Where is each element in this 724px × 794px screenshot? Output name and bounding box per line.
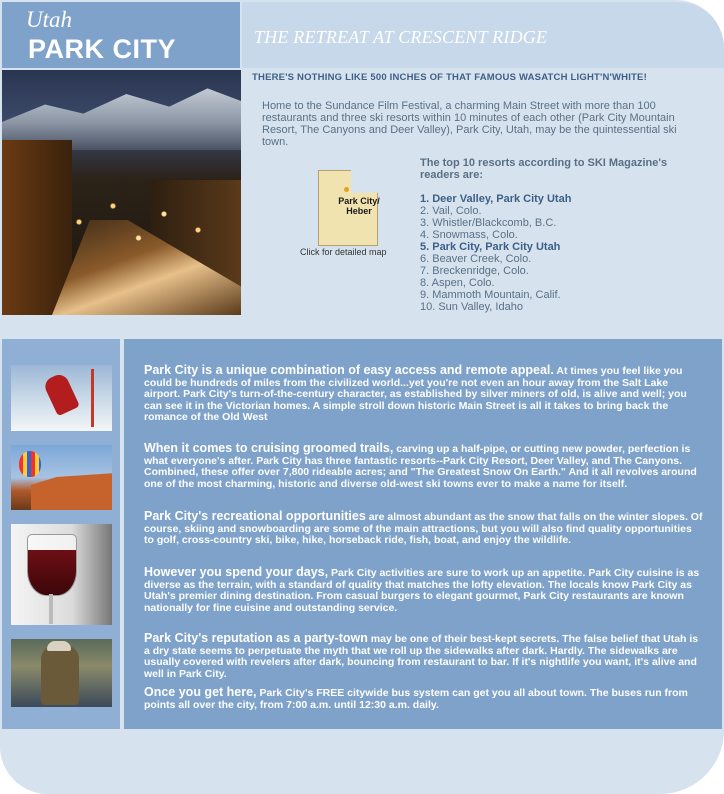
resort-item: 6. Beaver Creek, Colo. — [420, 253, 532, 265]
paragraph-lead: Once you get here, — [144, 685, 257, 699]
resort-item: 10. Sun Valley, Idaho — [420, 301, 523, 313]
resorts-list — [420, 193, 571, 313]
main-content-panel — [124, 339, 722, 729]
paragraph-body: Park City's FREE citywide bus system can get you all about town. The buses run from points all over the city, from 7:00 a.m. until 12:30 a.m. daily. — [144, 687, 688, 711]
main-street-night-photo — [2, 70, 241, 315]
paragraph-transit — [144, 687, 704, 711]
resorts-heading: The top 10 resorts according to SKI Magazine's readers are: — [420, 157, 668, 181]
map-location-label: Park City/ Heber — [338, 196, 380, 216]
paragraph-lead: Park City's recreational opportunities — [144, 509, 366, 523]
intro-body: Home to the Sundance Film Festival, a charming Main Street with more than 100 restaurants and three ski resorts within 10 minutes of each other (Park City Mountain Resort, The Canyons and Deer Valley), Park City, Utah, may be the quintessential ski town. — [262, 100, 677, 148]
glass-stem-shape — [49, 594, 53, 624]
resort-item: 8. Aspen, Colo. — [420, 277, 495, 289]
fisherman-photo — [11, 639, 112, 707]
paragraph-nightlife — [144, 633, 704, 680]
fisherman-hat-shape — [47, 641, 71, 651]
map-link-caption[interactable]: Click for detailed map — [300, 247, 387, 257]
wine-glass-shape — [27, 534, 77, 596]
tagline: THE RETREAT AT CRESCENT RIDGE — [254, 27, 548, 47]
resort-item: 3. Whistler/Blackcomb, B.C. — [420, 217, 557, 229]
header-tagline-block — [242, 2, 724, 68]
paragraph-body: are almost abundant as the snow that falls on the winter slopes. Of course, skiing and snowboarding are some of the main attractions, but you will also find quality opportunities to golf, cross-country ski, bike, hike, horseback ride, fish, boat, and enjoy the wildlife. — [144, 511, 703, 547]
intro-headline: THERE'S NOTHING LIKE 500 INCHES OF THAT FAMOUS WASATCH LIGHT'N'WHITE! — [252, 72, 647, 83]
paragraph-lead: Park City's reputation as a party-town — [144, 631, 368, 645]
balloon-photo — [11, 445, 112, 510]
slalom-pole-shape — [91, 369, 94, 427]
paragraph-trails — [144, 443, 704, 490]
paragraph-body: carving up a half-pipe, or cutting new powder, perfection is what everyone's after. Park City has three fantastic resorts--Park City Resort, Deer Valley, and The Canyons. Combined, these offer over 7,800 rideable acres; and "The Greatest Snow On Earth." And it all revolves around one of the most charming, historic and diverse old-west ski towns ever to make a name for itself. — [144, 443, 697, 490]
resort-item: 1. Deer Valley, Park City Utah — [420, 193, 572, 205]
mesa-shape — [31, 473, 112, 510]
paragraph-recreation — [144, 511, 704, 547]
town-lights-shape — [62, 190, 232, 270]
fisherman-shape — [41, 645, 79, 705]
hot-air-balloon-shape — [19, 451, 41, 477]
paragraph-lead: Park City is a unique combination of easy access and remote appeal. — [144, 363, 554, 377]
paragraph-dining — [144, 567, 704, 614]
footer-band — [0, 731, 724, 794]
resort-item: 5. Park City, Park City Utah — [420, 241, 561, 253]
city-name: PARK CITY — [28, 34, 177, 64]
paragraph-lead: When it comes to cruising groomed trails, — [144, 441, 394, 455]
resort-item: 7. Breckenridge, Colo. — [420, 265, 529, 277]
header-title-block — [2, 2, 240, 68]
paragraph-access — [144, 365, 704, 424]
location-dot-icon — [344, 187, 349, 192]
wine-glass-photo — [11, 524, 112, 625]
skier-shape — [42, 372, 80, 417]
divider-band — [2, 319, 722, 337]
paragraph-body: may be one of their best-kept secrets. The false belief that Utah is a dry state seems to perpetuate the myth that we roll up the sidewalks after dark. Hardly. The sidewalks are usually covered with revelers after dark, bouncing from restaurant to bar. If it's nightlife you want, it's alive and well in Park City. — [144, 633, 699, 680]
resort-item: 4. Snowmass, Colo. — [420, 229, 518, 241]
resort-item: 2. Vail, Colo. — [420, 205, 482, 217]
paragraph-body: Park City activities are sure to work up an appetite. Park City cuisine is as diverse as the terrain, with a standard of quality that matches the lofty elevation. The locals know Park City as Utah's premier dining destination. From casual burgers to elegant gourmet, Park City restaurants are known nationally for fine cuisine and outstanding service. — [144, 567, 700, 614]
resort-item: 9. Mammoth Mountain, Calif. — [420, 289, 561, 301]
paragraph-body: At times you feel like you could be hundreds of miles from the civilized world...yet you're not even an hour away from the Salt Lake airport. Park City's turn-of-the-century character, as established by silver miners of old, is alive and well; you can see it in the Victorian homes. A simple stroll down historic Main Street is all it takes to bring back the romance of the Old West — [144, 365, 687, 424]
paragraph-lead: However you spend your days, — [144, 565, 329, 579]
skier-photo — [11, 365, 112, 431]
state-name: Utah — [26, 7, 72, 32]
